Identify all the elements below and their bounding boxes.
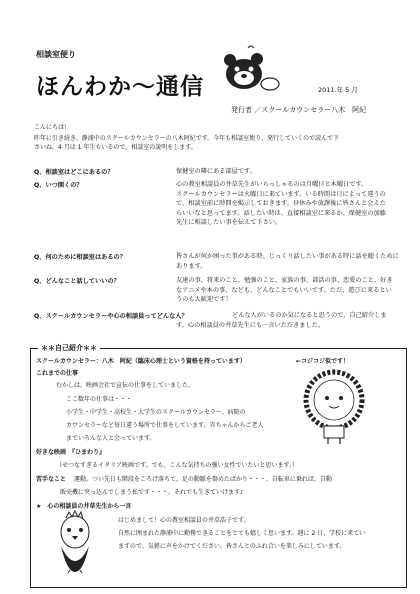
newsletter-subtitle: 相談室便り [36,50,76,59]
bird-character-icon [52,510,98,574]
work-line: カウンセラーなど毎日違う場所で仕事をしています。赤ちゃんからご老人 [66,422,264,429]
intro-line: 昨年に引き続き、静浦中のスクールカウンセラーの八木阿紀です。今年も相談室便り、発行していくので読んで下 [34,135,340,142]
work-line: ここ数年の仕事は・・・ [66,396,133,403]
newsletter-title: ほんわか～通信 [36,74,204,100]
greeting: こんにちは！ [34,124,71,131]
igusa-text: はじめまして！心の教室相談員の井草浩子です。 [118,517,250,524]
answer: 皆さんが何か困った事がある時、じっくり話したい事がある時に話を聴くために あります。 [176,253,399,270]
movie-text: （せつなすぎるイタリア映画です。でも、こんな気持ちの強い女性でいたいと思います。） [56,462,299,469]
question: Q、いつ開くの？ [34,182,83,189]
question: Q、相談室はどこにあるの？ [34,169,114,176]
kojikoji-character-icon [298,368,370,450]
profile-nickname: ←コジコジ似です！ [296,358,350,365]
weak-text: 販売機に突っ込んでしまう私です・・・。それでも生きていけます♪ [60,489,244,496]
work-line: むかしは、映画会社で宣伝の仕事をしていました。 [56,382,195,389]
igusa-heading: ★ 心の相談員の井草先生から一言 [36,503,132,510]
issue-date: 2011.年 5 月 [318,86,358,94]
answer: 心の教室相談員の井草先生がいらっしゃるのは月曜日と木曜日です。 スクールカウンセラーは火曜日に来ています。いる時間は日によって違うの で、相談室前に時間を掲示しておきます。昼休みや放課後に皆さんと会えた らいいなと思ってます。話したい時は、直接相談室に来るか、保健室の加藤 先生に相談したい事を伝えて下さい。 [176,181,386,227]
igusa-text: 自然に囲まれた静浦中に勤務できることをとても嬉しく思います。週に 2 日、学校に来てい [118,530,366,537]
question: Q、どんなこと話していいの？ [34,278,120,285]
weak-heading: 苦手なこと [36,476,67,483]
answer-cont: す。心の相談員の井草先生にも一言いただきました。 [176,322,325,329]
work-line: 小学生・中学生・高校生・大学生のスクールカウンセラー、病院の [66,409,246,416]
work-line: までいろんな人と会っています。 [66,435,156,442]
question: Q、何のために相談室はあるの？ [34,254,126,261]
profile-role: スクールカウンセラー：八木 阿紀（臨床心理士という資格を持っています） [36,358,246,365]
publisher: 発行者 ／スクールカウンセラー八木 阿紀 [231,106,367,114]
igusa-text: ますので、気軽に声をかけてください。皆さんとのふれ合いを楽しみにしています。 [118,543,346,550]
bear-mascot-icon [222,44,284,96]
answer: どんな人がいるのか気になると思うので、自己紹介しま [232,312,387,319]
intro-line: さいね。4 月は 1 年生もいるので、相談室の説明をします。 [34,144,197,151]
work-heading: これまでの仕事 [36,370,79,377]
question: Q、スクールカウンセラーや心の相談員ってどんな人？ [34,313,188,320]
answer: 保健室の隣にある部屋です。 [176,168,256,175]
answer: 友達の事、将来のこと、勉強のこと、家族の事、部活の事、恋愛のこと、好き なアニメや本の事、なども、どんなことでもいいです。ただ、遊びに来るとい うのも大歓迎です！ [176,277,393,304]
weak-text: 運動。つい先日も階段をころげ落ちて、足の動脈を傷めたばかり・・・。自転車に乗れば、自動 [74,476,332,483]
profile-heading: ＊＊自己紹介＊＊ [38,343,100,353]
movie-heading: 好きな映画 『ひまわり』 [36,449,106,456]
